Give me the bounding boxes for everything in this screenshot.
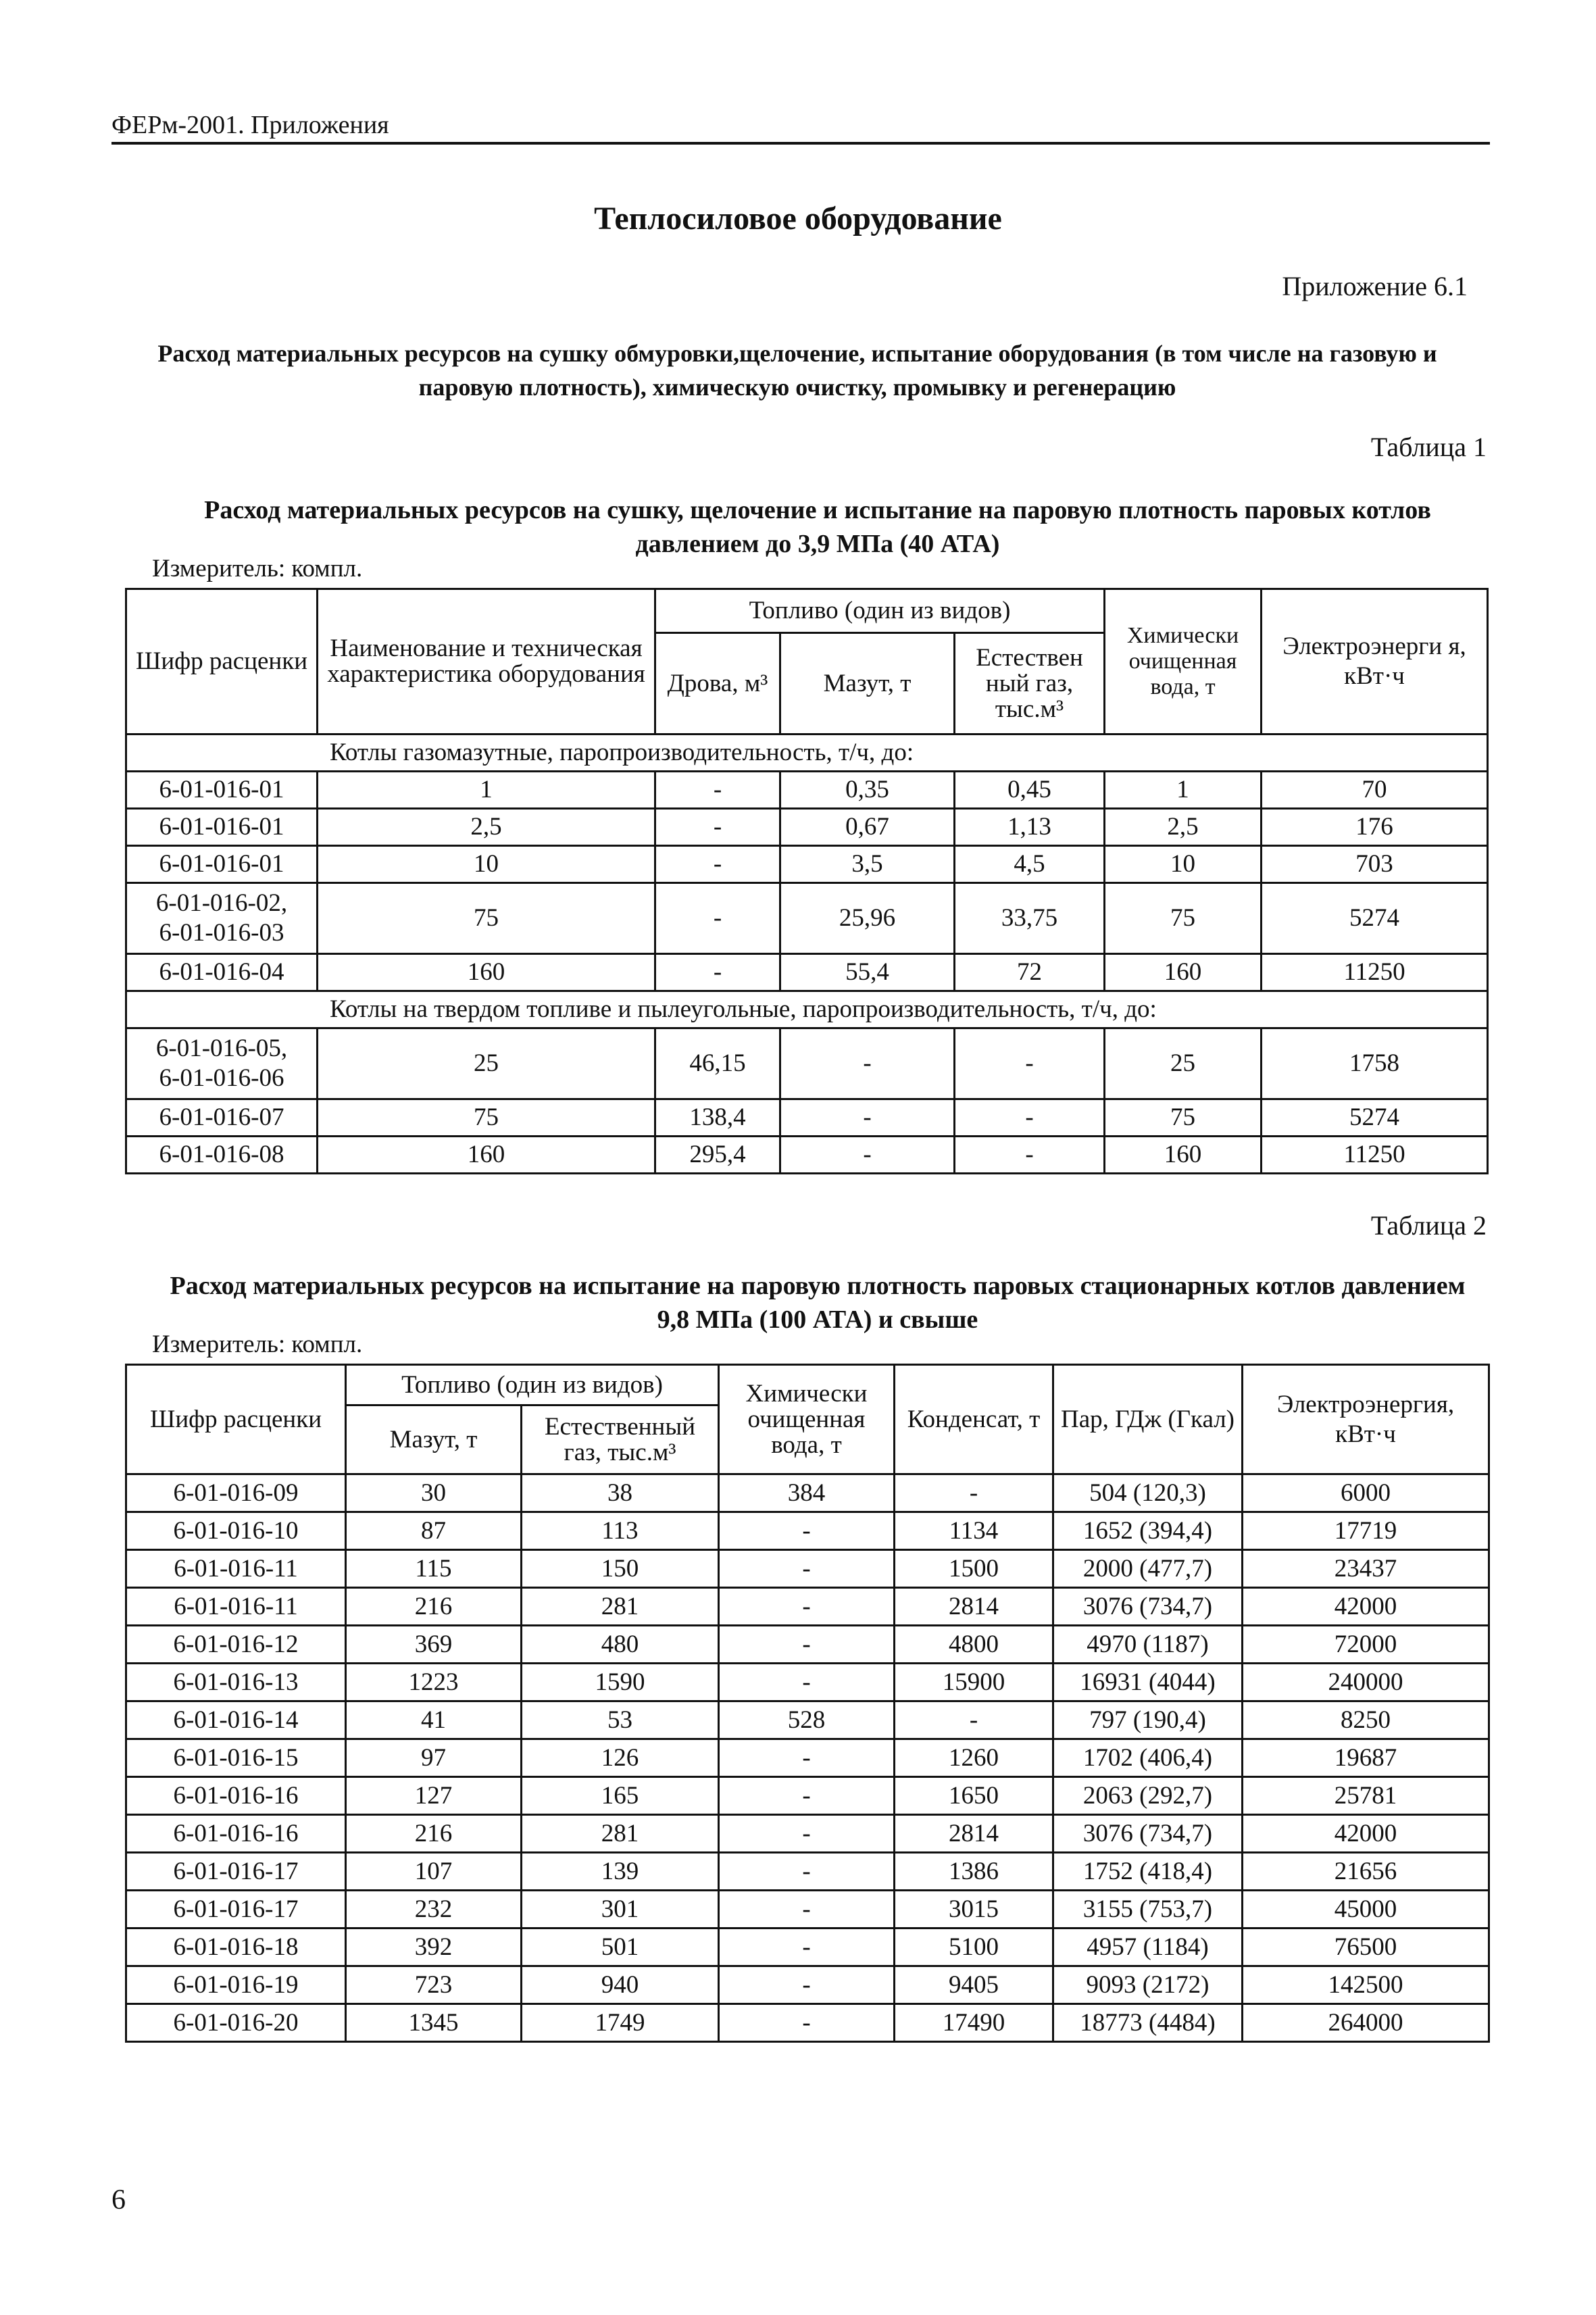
cell-code — [126, 846, 318, 883]
t2-header-condensate: Конденсат, т — [895, 1365, 1053, 1474]
table-row — [126, 1815, 1489, 1853]
cell-fuel-oil: - — [780, 1099, 955, 1137]
cell-water: 10 — [1105, 846, 1262, 883]
cell-code — [126, 954, 318, 991]
cell-code — [126, 1137, 318, 1174]
table1-heading: Расход материальных ресурсов на сушку, щелочение и испытание на паровую плотность паровых котлов давлением до 3,9 МПа (40 АТА) — [204, 496, 1431, 558]
cell-electricity: 703 — [1262, 846, 1488, 883]
cell-water: - — [719, 1664, 895, 1701]
cell-water: - — [719, 1512, 895, 1550]
cell-fuel-oil: 115 — [346, 1550, 522, 1588]
cell-water: - — [719, 1966, 895, 2004]
cell-steam: 504 (120,3) — [1053, 1474, 1243, 1512]
cell-condensate: 1386 — [895, 1853, 1053, 1891]
cell-code-line: 6-01-016-07 — [159, 1103, 284, 1131]
cell-fuel-oil: 107 — [346, 1853, 522, 1891]
cell-water: 528 — [719, 1701, 895, 1739]
cell-gas: 165 — [522, 1777, 719, 1815]
cell-electricity: 1758 — [1262, 1028, 1488, 1099]
t2-header-steam: Пар, ГДж (Гкал) — [1053, 1365, 1243, 1474]
cell-electricity: 42000 — [1243, 1815, 1489, 1853]
group-title: Котлы на твердом топливе и пылеугольные, паропроизводительность, т/ч, до: — [126, 991, 1488, 1028]
cell-electricity: 5274 — [1262, 1099, 1488, 1137]
cell-steam: 1652 (394,4) — [1053, 1512, 1243, 1550]
cell-gas: - — [955, 1028, 1105, 1099]
cell-electricity: 11250 — [1262, 954, 1488, 991]
cell-electricity: 21656 — [1243, 1853, 1489, 1891]
t1-header-fuel-oil: Мазут, т — [780, 633, 955, 735]
cell-gas: 33,75 — [955, 883, 1105, 954]
t2-header-gas: Естественный газ, тыс.м³ — [522, 1405, 719, 1474]
table1-unit: Измеритель: компл. — [152, 555, 363, 582]
table1-body — [126, 589, 1488, 1174]
cell-wood: 295,4 — [655, 1137, 780, 1174]
table2-header-row — [126, 1365, 1489, 1405]
cell-water: 75 — [1105, 883, 1262, 954]
cell-gas: 38 — [522, 1474, 719, 1512]
cell-name: 160 — [318, 954, 655, 991]
cell-steam: 3076 (734,7) — [1053, 1815, 1243, 1853]
cell-condensate: 4800 — [895, 1626, 1053, 1664]
cell-water: 160 — [1105, 954, 1262, 991]
cell-condensate: 3015 — [895, 1891, 1053, 1928]
cell-water: 25 — [1105, 1028, 1262, 1099]
cell-code: 6-01-016-20 — [126, 2004, 346, 2042]
cell-electricity: 72000 — [1243, 1626, 1489, 1664]
header-divider — [111, 142, 1490, 145]
table-row — [126, 1701, 1489, 1739]
t2-header-fuel-group: Топливо (один из видов) — [346, 1365, 719, 1405]
cell-fuel-oil: 55,4 — [780, 954, 955, 991]
page-number: 6 — [111, 2185, 126, 2216]
table1-label: Таблица 1 — [1370, 432, 1487, 462]
t1-header-fuel-group: Топливо (один из видов) — [655, 589, 1105, 633]
cell-electricity: 19687 — [1243, 1739, 1489, 1777]
t1-header-wood: Дрова, м³ — [655, 633, 780, 735]
cell-steam: 18773 (4484) — [1053, 2004, 1243, 2042]
cell-electricity: 240000 — [1243, 1664, 1489, 1701]
cell-code — [126, 772, 318, 809]
cell-fuel-oil: 369 — [346, 1626, 522, 1664]
table-row — [126, 1550, 1489, 1588]
cell-wood: 138,4 — [655, 1099, 780, 1137]
cell-steam: 2063 (292,7) — [1053, 1777, 1243, 1815]
cell-fuel-oil: 41 — [346, 1701, 522, 1739]
cell-wood: - — [655, 846, 780, 883]
cell-gas: 72 — [955, 954, 1105, 991]
cell-gas: 150 — [522, 1550, 719, 1588]
cell-electricity: 17719 — [1243, 1512, 1489, 1550]
cell-code: 6-01-016-11 — [126, 1550, 346, 1588]
cell-code: 6-01-016-10 — [126, 1512, 346, 1550]
cell-gas: 480 — [522, 1626, 719, 1664]
cell-electricity: 5274 — [1262, 883, 1488, 954]
t1-header-electricity: Электроэнерги я, кВт·ч — [1262, 589, 1488, 735]
cell-fuel-oil: 392 — [346, 1928, 522, 1966]
cell-code-line: 6-01-016-03 — [159, 919, 284, 947]
cell-gas: 281 — [522, 1815, 719, 1853]
cell-gas: 4,5 — [955, 846, 1105, 883]
table-row — [126, 846, 1488, 883]
table2 — [125, 1364, 1490, 2043]
cell-water: - — [719, 1777, 895, 1815]
cell-steam: 9093 (2172) — [1053, 1966, 1243, 2004]
cell-code-line: 6-01-016-05, — [155, 1035, 288, 1062]
cell-gas: - — [955, 1099, 1105, 1137]
cell-water: - — [719, 1550, 895, 1588]
table-row — [126, 1512, 1489, 1550]
cell-code: 6-01-016-14 — [126, 1701, 346, 1739]
cell-code — [126, 1099, 318, 1137]
cell-condensate: 1500 — [895, 1550, 1053, 1588]
cell-water: - — [719, 1891, 895, 1928]
cell-water: - — [719, 1853, 895, 1891]
cell-code: 6-01-016-11 — [126, 1588, 346, 1626]
cell-fuel-oil: 216 — [346, 1588, 522, 1626]
cell-fuel-oil: 25,96 — [780, 883, 955, 954]
cell-name: 2,5 — [318, 809, 655, 846]
cell-fuel-oil: 3,5 — [780, 846, 955, 883]
cell-gas: - — [955, 1137, 1105, 1174]
cell-code: 6-01-016-15 — [126, 1739, 346, 1777]
cell-steam: 4957 (1184) — [1053, 1928, 1243, 1966]
cell-name: 75 — [318, 883, 655, 954]
cell-fuel-oil: 0,67 — [780, 809, 955, 846]
table-row — [126, 1966, 1489, 2004]
cell-condensate: - — [895, 1701, 1053, 1739]
t1-header-name: Наименование и техническая характеристика оборудования — [318, 589, 655, 735]
cell-code-line: 6-01-016-06 — [159, 1064, 284, 1092]
cell-gas: 281 — [522, 1588, 719, 1626]
cell-fuel-oil: 1223 — [346, 1664, 522, 1701]
cell-condensate: 1134 — [895, 1512, 1053, 1550]
cell-condensate: 1650 — [895, 1777, 1053, 1815]
cell-water: 2,5 — [1105, 809, 1262, 846]
cell-wood: - — [655, 809, 780, 846]
cell-fuel-oil: 232 — [346, 1891, 522, 1928]
cell-electricity: 8250 — [1243, 1701, 1489, 1739]
cell-steam: 4970 (1187) — [1053, 1626, 1243, 1664]
cell-fuel-oil: - — [780, 1137, 955, 1174]
cell-gas: 1,13 — [955, 809, 1105, 846]
table-row — [126, 954, 1488, 991]
cell-gas: 301 — [522, 1891, 719, 1928]
table-row — [126, 1928, 1489, 1966]
cell-code-line: 6-01-016-01 — [159, 776, 284, 803]
table-row — [126, 2004, 1489, 2042]
cell-condensate: 2814 — [895, 1588, 1053, 1626]
table-row — [126, 1891, 1489, 1928]
cell-condensate: 5100 — [895, 1928, 1053, 1966]
cell-water: - — [719, 1588, 895, 1626]
cell-name: 25 — [318, 1028, 655, 1099]
cell-electricity: 23437 — [1243, 1550, 1489, 1588]
cell-fuel-oil: - — [780, 1028, 955, 1099]
t1-header-gas: Естествен ный газ, тыс.м³ — [955, 633, 1105, 735]
cell-wood: - — [655, 883, 780, 954]
cell-code: 6-01-016-13 — [126, 1664, 346, 1701]
cell-electricity: 142500 — [1243, 1966, 1489, 2004]
cell-code: 6-01-016-12 — [126, 1626, 346, 1664]
cell-electricity: 45000 — [1243, 1891, 1489, 1928]
cell-water: - — [719, 1739, 895, 1777]
cell-code: 6-01-016-09 — [126, 1474, 346, 1512]
cell-name: 1 — [318, 772, 655, 809]
cell-steam: 1702 (406,4) — [1053, 1739, 1243, 1777]
cell-gas: 126 — [522, 1739, 719, 1777]
table-row — [126, 1099, 1488, 1137]
cell-gas: 501 — [522, 1928, 719, 1966]
table-row — [126, 1474, 1489, 1512]
cell-gas: 53 — [522, 1701, 719, 1739]
cell-steam: 3155 (753,7) — [1053, 1891, 1243, 1928]
cell-name: 10 — [318, 846, 655, 883]
cell-fuel-oil: 0,35 — [780, 772, 955, 809]
cell-code: 6-01-016-16 — [126, 1777, 346, 1815]
table1-header-row — [126, 589, 1488, 633]
cell-code-line: 6-01-016-01 — [159, 813, 284, 841]
t1-header-code: Шифр расценки — [126, 589, 318, 735]
table-row — [126, 1664, 1489, 1701]
cell-gas: 1749 — [522, 2004, 719, 2042]
cell-electricity: 42000 — [1243, 1588, 1489, 1626]
table1-group-row — [126, 991, 1488, 1028]
table-row — [126, 809, 1488, 846]
group-title: Котлы газомазутные, паропроизводительность, т/ч, до: — [126, 735, 1488, 772]
cell-fuel-oil: 97 — [346, 1739, 522, 1777]
table-row — [126, 1028, 1488, 1099]
cell-wood: - — [655, 772, 780, 809]
cell-water: - — [719, 1928, 895, 1966]
cell-condensate: 9405 — [895, 1966, 1053, 2004]
cell-code: 6-01-016-17 — [126, 1853, 346, 1891]
running-header: ФЕРм-2001. Приложения — [111, 111, 389, 139]
cell-water: - — [719, 1815, 895, 1853]
cell-electricity: 70 — [1262, 772, 1488, 809]
cell-steam: 2000 (477,7) — [1053, 1550, 1243, 1588]
table-row — [126, 1777, 1489, 1815]
t2-header-code: Шифр расценки — [126, 1365, 346, 1474]
cell-water: 75 — [1105, 1099, 1262, 1137]
cell-water: - — [719, 2004, 895, 2042]
cell-steam: 3076 (734,7) — [1053, 1588, 1243, 1626]
main-heading: Расход материальных ресурсов на сушку обмуровки,щелочение, испытание оборудования (в том числе на газовую и паровую плотность), химическую очистку, промывку и регенерацию — [157, 340, 1437, 401]
cell-electricity: 11250 — [1262, 1137, 1488, 1174]
cell-steam: 797 (190,4) — [1053, 1701, 1243, 1739]
cell-fuel-oil: 30 — [346, 1474, 522, 1512]
cell-gas: 0,45 — [955, 772, 1105, 809]
cell-gas: 940 — [522, 1966, 719, 2004]
cell-fuel-oil: 87 — [346, 1512, 522, 1550]
cell-steam: 1752 (418,4) — [1053, 1853, 1243, 1891]
cell-fuel-oil: 723 — [346, 1966, 522, 2004]
table-row — [126, 883, 1488, 954]
table2-heading: Расход материальных ресурсов на испытание на паровую плотность паровых стационарных котлов давлением 9,8 МПа (100 АТА) и свыше — [170, 1272, 1466, 1334]
table1-group-row — [126, 735, 1488, 772]
cell-code-line: 6-01-016-01 — [159, 850, 284, 878]
table-row — [126, 1588, 1489, 1626]
cell-condensate: 17490 — [895, 2004, 1053, 2042]
table-row — [126, 1626, 1489, 1664]
cell-code: 6-01-016-17 — [126, 1891, 346, 1928]
table1 — [125, 588, 1489, 1174]
t2-header-water: Химически очищенная вода, т — [719, 1365, 895, 1474]
cell-gas: 1590 — [522, 1664, 719, 1701]
cell-wood: 46,15 — [655, 1028, 780, 1099]
cell-name: 75 — [318, 1099, 655, 1137]
appendix-label: Приложение 6.1 — [1282, 271, 1468, 301]
section-title: Теплосиловое оборудование — [594, 201, 1002, 237]
t2-header-fuel-oil: Мазут, т — [346, 1405, 522, 1474]
table-row — [126, 1853, 1489, 1891]
cell-condensate: 15900 — [895, 1664, 1053, 1701]
table-row — [126, 1137, 1488, 1174]
cell-fuel-oil: 216 — [346, 1815, 522, 1853]
cell-electricity: 76500 — [1243, 1928, 1489, 1966]
cell-gas: 139 — [522, 1853, 719, 1891]
cell-steam: 16931 (4044) — [1053, 1664, 1243, 1701]
table2-unit: Измеритель: компл. — [152, 1330, 363, 1358]
cell-code — [126, 809, 318, 846]
cell-condensate: 1260 — [895, 1739, 1053, 1777]
cell-code — [126, 883, 318, 954]
cell-fuel-oil: 127 — [346, 1777, 522, 1815]
cell-electricity: 264000 — [1243, 2004, 1489, 2042]
t2-header-electricity: Электроэнергия, кВт·ч — [1243, 1365, 1489, 1474]
cell-fuel-oil: 1345 — [346, 2004, 522, 2042]
cell-water: 160 — [1105, 1137, 1262, 1174]
table-row — [126, 772, 1488, 809]
cell-water: 1 — [1105, 772, 1262, 809]
cell-code-line: 6-01-016-04 — [159, 958, 284, 986]
cell-code: 6-01-016-16 — [126, 1815, 346, 1853]
cell-water: 384 — [719, 1474, 895, 1512]
table2-body — [126, 1365, 1489, 2042]
cell-gas: 113 — [522, 1512, 719, 1550]
cell-code: 6-01-016-19 — [126, 1966, 346, 2004]
cell-code: 6-01-016-18 — [126, 1928, 346, 1966]
cell-code-line: 6-01-016-02, — [155, 889, 288, 917]
cell-code-line: 6-01-016-08 — [159, 1141, 284, 1168]
cell-condensate: - — [895, 1474, 1053, 1512]
table2-label: Таблица 2 — [1370, 1210, 1487, 1241]
cell-electricity: 25781 — [1243, 1777, 1489, 1815]
cell-water: - — [719, 1626, 895, 1664]
cell-electricity: 176 — [1262, 809, 1488, 846]
cell-electricity: 6000 — [1243, 1474, 1489, 1512]
table-row — [126, 1739, 1489, 1777]
cell-condensate: 2814 — [895, 1815, 1053, 1853]
t1-header-water: Химически очищенная вода, т — [1105, 589, 1262, 735]
cell-code — [126, 1028, 318, 1099]
cell-wood: - — [655, 954, 780, 991]
cell-name: 160 — [318, 1137, 655, 1174]
